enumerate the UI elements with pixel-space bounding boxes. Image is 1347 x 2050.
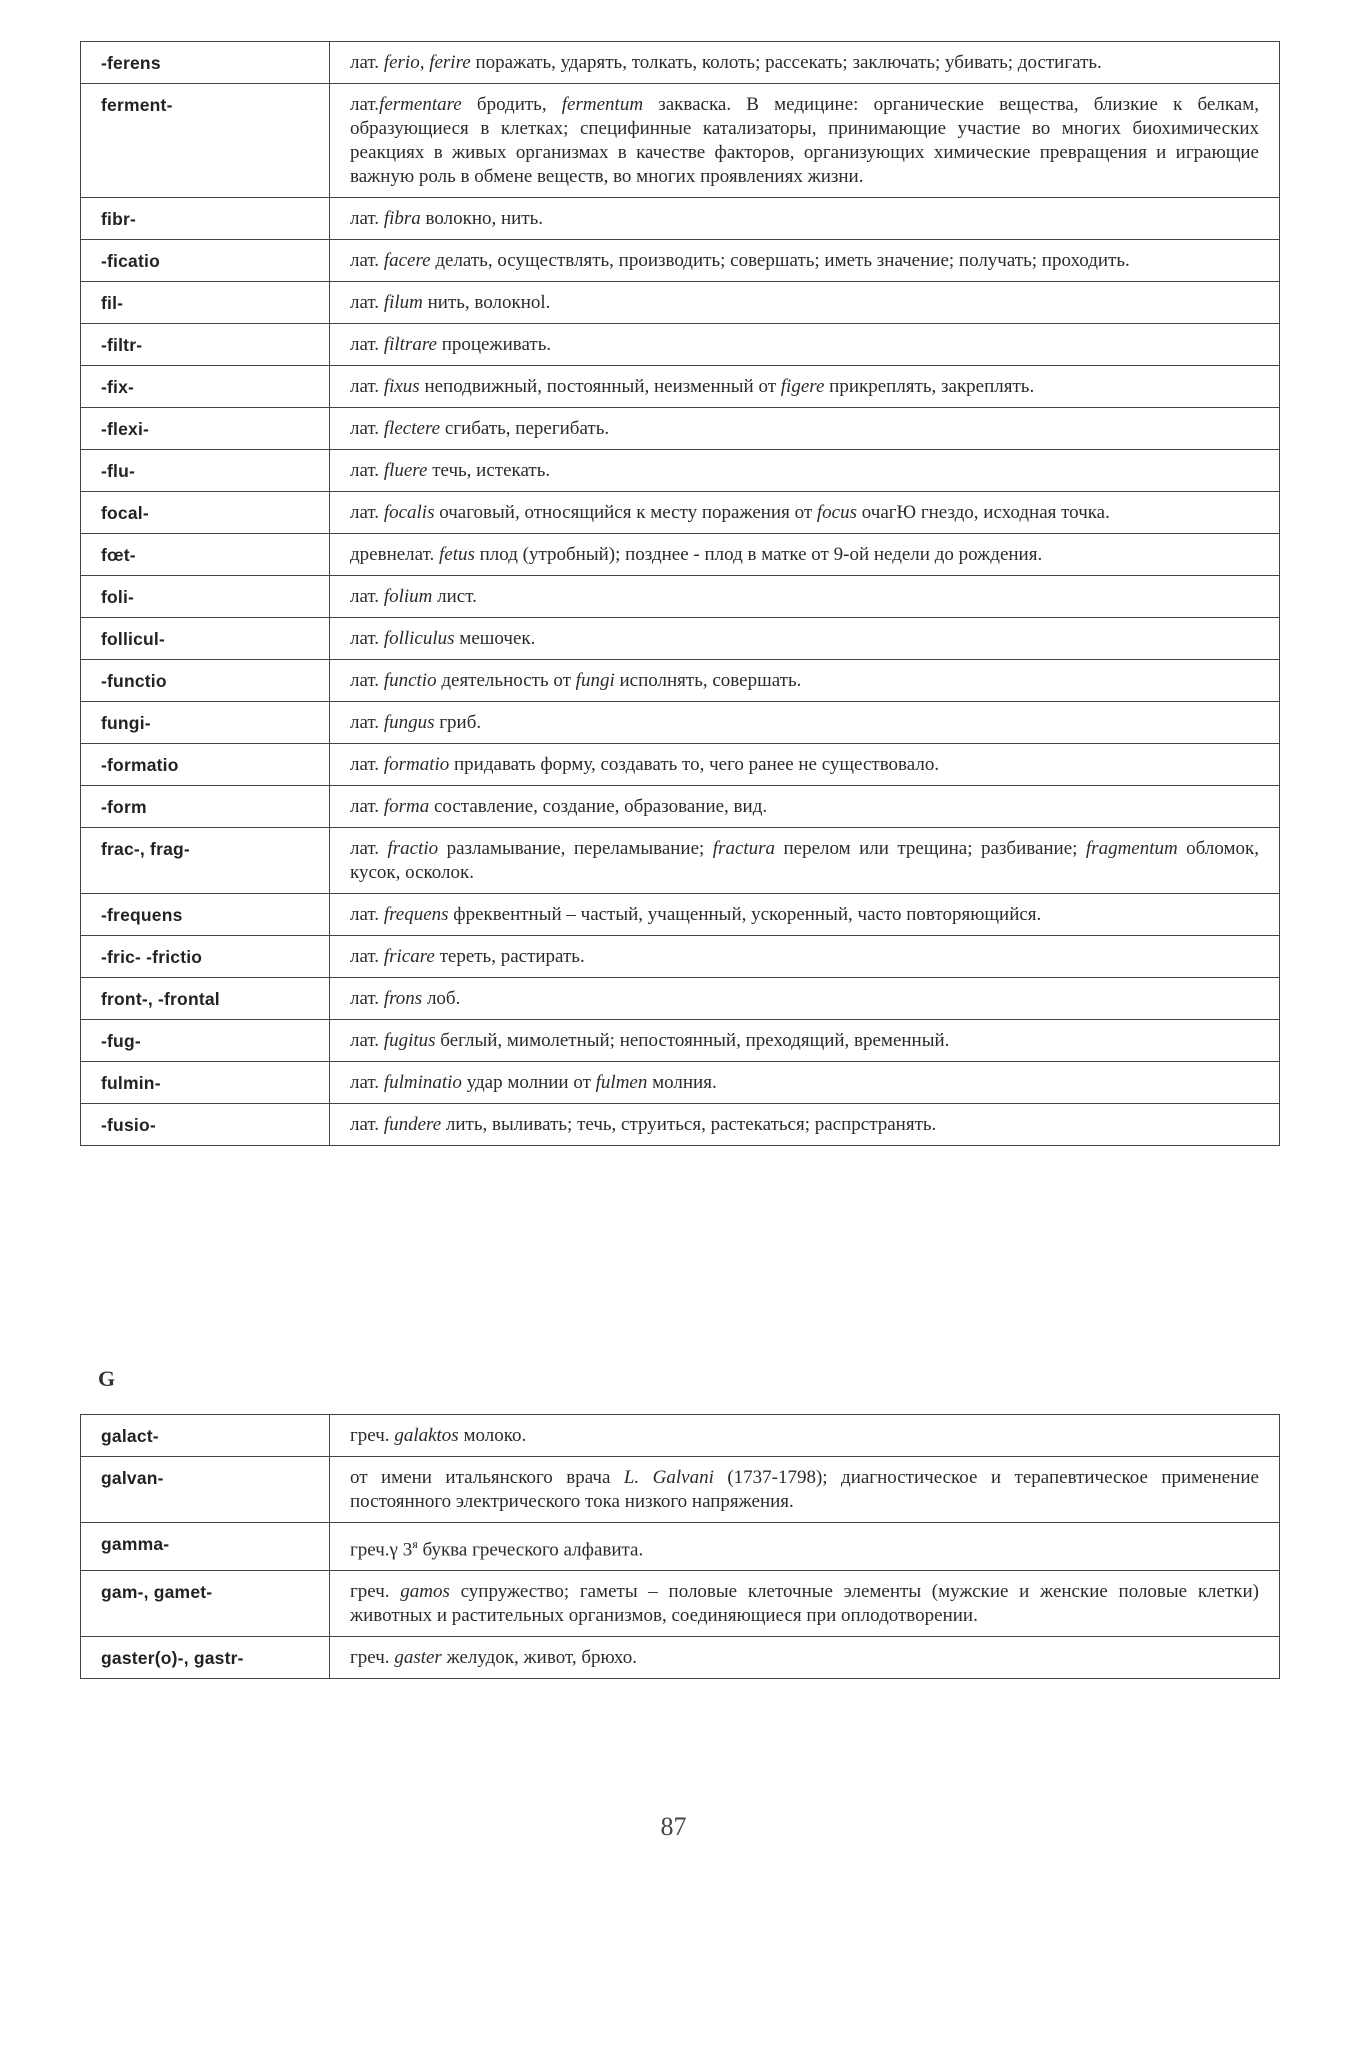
glossary-term: -form <box>81 786 330 828</box>
glossary-term: -functio <box>81 660 330 702</box>
definition-text: неподвижный, постоянный, неизменный от <box>419 376 781 397</box>
glossary-term: -frequens <box>81 894 330 936</box>
glossary-term: -fix- <box>81 366 330 408</box>
definition-text: лат. <box>350 1030 384 1051</box>
glossary-definition <box>330 366 1280 408</box>
definition-text: молоко. <box>458 1425 527 1446</box>
source-word: fricare <box>383 946 435 967</box>
source-word: fractio <box>387 838 439 859</box>
definition-text: тереть, растирать. <box>434 946 585 967</box>
definition-text: лист. <box>432 586 477 607</box>
glossary-definition <box>330 1571 1280 1637</box>
glossary-row <box>81 936 1280 978</box>
glossary-row <box>81 42 1280 84</box>
glossary-row <box>81 702 1280 744</box>
definition-text: удар молнии от <box>461 1072 596 1093</box>
glossary-definition <box>330 894 1280 936</box>
glossary-term: front-, -frontal <box>81 978 330 1020</box>
source-word: gamos <box>400 1581 450 1603</box>
definition-text: лат. <box>350 292 384 313</box>
definition-text: лат. <box>350 250 384 271</box>
definition-text: деятельность от <box>436 670 576 691</box>
definition-text: греч. <box>350 1647 395 1669</box>
source-word: fetus <box>438 544 475 565</box>
glossary-row <box>81 1020 1280 1062</box>
glossary-row <box>81 894 1280 936</box>
glossary-term: frac-, frag- <box>81 828 330 894</box>
definition-text: лат. <box>350 988 384 1009</box>
definition-text: разламывание, переламывание; <box>438 838 713 859</box>
glossary-row <box>81 492 1280 534</box>
glossary-definition <box>330 744 1280 786</box>
definition-text: делать, осуществлять, производить; совершать; иметь значение; получать; проходить. <box>430 250 1130 271</box>
glossary-definition <box>330 198 1280 240</box>
page-number: 87 <box>660 1812 687 1841</box>
glossary-definition <box>330 450 1280 492</box>
source-word: filum <box>383 292 423 313</box>
glossary-row <box>81 84 1280 198</box>
glossary-row <box>81 534 1280 576</box>
definition-text: плод (утробный); позднее - плод в матке от 9-ой недели до рождения. <box>474 544 1043 565</box>
source-word: L. Galvani <box>623 1467 714 1488</box>
source-word: ferio, ferire <box>383 52 471 73</box>
source-word: fibra <box>383 208 421 229</box>
glossary-definition <box>330 576 1280 618</box>
glossary-row <box>81 1415 1280 1457</box>
definition-text: греч. <box>350 1425 395 1446</box>
glossary-definition <box>330 84 1280 198</box>
definition-text: лат. <box>350 838 388 859</box>
source-word: forma <box>383 796 430 817</box>
definition-text: нить, волокноl. <box>422 292 551 313</box>
definition-text: лат. <box>350 334 384 355</box>
glossary-table-g <box>80 1414 1280 1679</box>
glossary-definition <box>330 534 1280 576</box>
definition-text: исполнять, совершать. <box>614 670 802 691</box>
source-word: focus <box>816 502 858 523</box>
glossary-term: galact- <box>81 1415 330 1457</box>
glossary-term: -ferens <box>81 42 330 84</box>
source-word: folium <box>383 586 433 607</box>
definition-text: супружество; гаметы – половые клеточные элементы (мужские и женские половые клетки) животных и растительных организмов, соединяющиеся при оплодотворении. <box>350 1581 1259 1627</box>
definition-text: (1737-1798); диагностическое и терапевтическое применение постоянного электрического тока низкого напряжения. <box>350 1467 1259 1512</box>
definition-text: лат. <box>350 502 384 523</box>
source-word: focalis <box>383 502 435 523</box>
definition-text: прикреплять, закреплять. <box>824 376 1035 397</box>
definition-text: лат. <box>350 418 384 439</box>
glossary-row <box>81 576 1280 618</box>
glossary-definition <box>330 408 1280 450</box>
definition-text: составление, создание, образование, вид. <box>429 796 768 817</box>
glossary-definition <box>330 240 1280 282</box>
definition-text: лат. <box>350 904 384 925</box>
definition-text: бродить, <box>461 94 562 115</box>
definition-text: лат. <box>350 628 384 649</box>
glossary-row <box>81 282 1280 324</box>
source-word: formatio <box>383 754 450 775</box>
glossary-term: gam-, gamet- <box>81 1571 330 1637</box>
glossary-term: fibr- <box>81 198 330 240</box>
definition-text: лат. <box>350 460 384 481</box>
glossary-term: foli- <box>81 576 330 618</box>
glossary-term: gaster(o)-, gastr- <box>81 1637 330 1679</box>
glossary-term: galvan- <box>81 1457 330 1523</box>
definition-text: древнелат. <box>350 544 439 565</box>
definition-text: поражать, ударять, толкать, колоть; рассекать; заключать; убивать; достигать. <box>470 52 1102 73</box>
glossary-definition <box>330 324 1280 366</box>
glossary-row <box>81 786 1280 828</box>
glossary-row <box>81 1062 1280 1104</box>
definition-text: лат. <box>350 208 384 229</box>
source-word: fundere <box>383 1114 442 1135</box>
glossary-definition <box>330 1062 1280 1104</box>
definition-text: лат. <box>350 586 384 607</box>
glossary-term: fulmin- <box>81 1062 330 1104</box>
definition-text: лоб. <box>422 988 461 1009</box>
glossary-term: fœt- <box>81 534 330 576</box>
glossary-definition <box>330 618 1280 660</box>
glossary-term: -flu- <box>81 450 330 492</box>
definition-text: очаговый, относящийся к месту поражения от <box>434 502 817 523</box>
definition-text: лат. <box>350 1072 384 1093</box>
glossary-term: -flexi- <box>81 408 330 450</box>
glossary-row <box>81 744 1280 786</box>
source-word: fragmentum <box>1085 838 1178 859</box>
definition-text: закваска. В медицине: органические вещества, близкие к белкам, образующиеся в клетках; специфинные катализаторы, принимающие участие во многих биохимических реакциях в живых организмах в качестве факторов, организующих химические превращения и играющие важную роль в обмене веществ, во многих проявлениях жизни. <box>350 94 1259 187</box>
definition-text: беглый, мимолетный; непостоянный, преходящий, временный. <box>435 1030 950 1051</box>
glossary-definition <box>330 1637 1280 1679</box>
glossary-term: -formatio <box>81 744 330 786</box>
glossary-row <box>81 240 1280 282</box>
glossary-definition <box>330 786 1280 828</box>
definition-text: лат. <box>350 946 384 967</box>
glossary-row <box>81 408 1280 450</box>
definition-text: буква греческого алфавита. <box>417 1539 644 1561</box>
source-word: fungi <box>575 670 615 691</box>
definition-text: лат. <box>350 376 384 397</box>
glossary-row <box>81 1571 1280 1637</box>
source-word: gaster <box>394 1647 442 1669</box>
source-word: folliculus <box>383 628 455 649</box>
source-word: flectere <box>383 418 441 439</box>
glossary-term: fungi- <box>81 702 330 744</box>
source-word: fluere <box>383 460 428 481</box>
definition-text: лат. <box>350 754 384 775</box>
glossary-term: -fric- -frictio <box>81 936 330 978</box>
definition-text: лат. <box>350 52 384 73</box>
glossary-term: fil- <box>81 282 330 324</box>
definition-text: перелом или трещина; разбивание; <box>775 838 1086 859</box>
glossary-definition <box>330 978 1280 1020</box>
glossary-term: follicul- <box>81 618 330 660</box>
definition-text: обломок, кусок, осколок. <box>350 838 1259 883</box>
definition-text: желудок, живот, брюхо. <box>441 1647 637 1669</box>
glossary-row <box>81 1457 1280 1523</box>
glossary-row <box>81 828 1280 894</box>
definition-text: процеживать. <box>436 334 552 355</box>
glossary-definition <box>330 492 1280 534</box>
definition-text: лат. <box>350 670 384 691</box>
source-word: fulminatio <box>383 1072 462 1093</box>
definition-text: лат. <box>350 1114 384 1135</box>
glossary-term: focal- <box>81 492 330 534</box>
glossary-term: gamma- <box>81 1523 330 1571</box>
glossary-definition <box>330 282 1280 324</box>
glossary-row <box>81 450 1280 492</box>
definition-text: сгибать, перегибать. <box>440 418 610 439</box>
glossary-row <box>81 366 1280 408</box>
glossary-definition <box>330 702 1280 744</box>
definition-text: греч.γ 3 <box>350 1539 413 1561</box>
glossary-term: -ficatio <box>81 240 330 282</box>
source-word: fugitus <box>383 1030 436 1051</box>
glossary-definition <box>330 1523 1280 1571</box>
source-word: frons <box>383 988 423 1009</box>
definition-text: очагЮ гнездо, исходная точка. <box>857 502 1110 523</box>
glossary-row <box>81 1104 1280 1146</box>
glossary-row <box>81 1637 1280 1679</box>
definition-text: греч. <box>350 1581 401 1603</box>
glossary-definition <box>330 936 1280 978</box>
glossary-row <box>81 978 1280 1020</box>
source-word: functio <box>383 670 437 691</box>
glossary-row <box>81 660 1280 702</box>
glossary-definition <box>330 1415 1280 1457</box>
source-word: frequens <box>383 904 449 925</box>
source-word: figere <box>780 376 825 397</box>
source-word: fungus <box>383 712 435 733</box>
definition-text: лат. <box>350 796 384 817</box>
glossary-term: -filtr- <box>81 324 330 366</box>
source-word: fractura <box>712 838 776 859</box>
definition-text: течь, истекать. <box>427 460 551 481</box>
definition-text: я <box>412 1537 418 1551</box>
glossary-term: -fug- <box>81 1020 330 1062</box>
glossary-definition <box>330 1104 1280 1146</box>
definition-text: молния. <box>647 1072 717 1093</box>
definition-text: гриб. <box>434 712 482 733</box>
definition-text: лат. <box>350 712 384 733</box>
source-word: galaktos <box>394 1425 459 1446</box>
glossary-row <box>81 618 1280 660</box>
glossary-definition <box>330 1020 1280 1062</box>
source-word: filtrare <box>383 334 437 355</box>
source-word: fixus <box>383 376 420 397</box>
glossary-table-f <box>80 41 1280 1146</box>
source-word: fermentum <box>561 94 644 115</box>
glossary-row <box>81 198 1280 240</box>
glossary-definition <box>330 42 1280 84</box>
glossary-term: ferment- <box>81 84 330 198</box>
definition-text: от имени итальянского врача <box>350 1467 624 1488</box>
glossary-definition <box>330 1457 1280 1523</box>
source-word: fermentare <box>379 94 462 115</box>
definition-text: волокно, нить. <box>420 208 544 229</box>
definition-text: придавать форму, создавать то, чего ранее не существовало. <box>449 754 940 775</box>
glossary-definition <box>330 828 1280 894</box>
source-word: facere <box>383 250 431 271</box>
source-word: fulmen <box>595 1072 648 1093</box>
definition-text: лить, выливать; течь, струиться, растекаться; распрстранять. <box>441 1114 937 1135</box>
glossary-row <box>81 1523 1280 1571</box>
glossary-definition <box>330 660 1280 702</box>
glossary-term: -fusio- <box>81 1104 330 1146</box>
glossary-row <box>81 324 1280 366</box>
definition-text: фреквентный – частый, учащенный, ускоренный, часто повторяющийся. <box>448 904 1042 925</box>
definition-text: мешочек. <box>454 628 536 649</box>
definition-text: лат. <box>350 94 380 115</box>
section-letter-g: G <box>98 1366 116 1391</box>
